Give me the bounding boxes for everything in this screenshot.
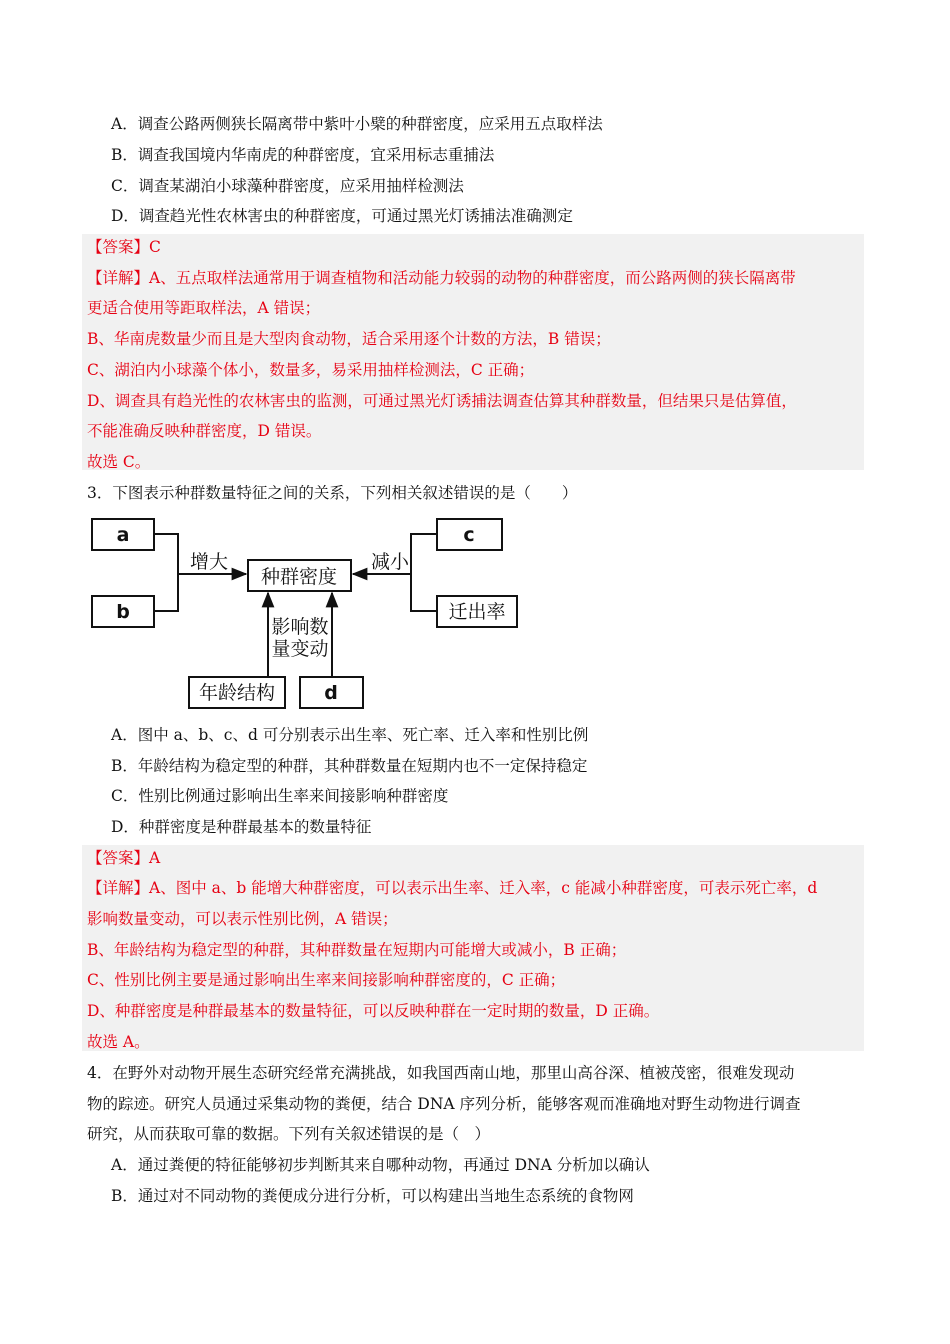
label-emigration: 迁出率 [448,601,506,623]
q2-answer: 【答案】C [87,238,161,256]
q3-stem: 3．下图表示种群数量特征之间的关系，下列相关叙述错误的是（ ） [87,484,578,502]
q4-stem-2: 物的踪迹。研究人员通过采集动物的粪便，结合 DNA 序列分析，能够客观而准确地对野生动物进行调查 [87,1095,801,1113]
label-influence-1: 影响数 [271,616,329,638]
label-decrease: 减小 [370,551,410,573]
q3-explanation-3: B、年龄结构为稳定型的种群，其种群数量在短期内可能增大或减小，B 正确； [87,941,627,959]
q2-option-c: C．调查某湖泊小球藻种群密度，应采用抽样检测法 [111,177,464,195]
q2-explanation-6: 不能准确反映种群密度，D 错误。 [87,422,322,440]
label-d: d [324,682,338,704]
q2-explanation-2: 更适合使用等距取样法，A 错误； [87,299,321,317]
q3-answer: 【答案】A [87,849,161,867]
q4-option-b: B．通过对不同动物的粪便成分进行分析，可以构建出当地生态系统的食物网 [111,1187,634,1205]
q2-option-b: B．调查我国境内华南虎的种群密度，宜采用标志重捕法 [111,146,495,164]
label-a: a [116,524,130,546]
left-bracket [154,534,178,611]
q3-explanation-4: C、性别比例主要是通过影响出生率来间接影响种群密度的，C 正确； [87,971,566,989]
population-relationship-diagram [88,512,528,712]
q2-explanation-5: D、调查具有趋光性的农林害虫的监测，可通过黑光灯诱捕法调查估算其种群数量，但结果只是估算值， [87,392,797,410]
label-center: 种群密度 [260,566,338,588]
q3-option-a: A．图中 a、b、c、d 可分别表示出生率、死亡率、迁入率和性别比例 [111,726,589,744]
q2-explanation-1: 【详解】A、五点取样法通常用于调查植物和活动能力较弱的动物的种群密度，而公路两侧的狭长隔离带 [87,269,796,287]
label-c: c [463,524,475,546]
label-age: 年龄结构 [198,682,276,704]
q2-option-d: D．调查趋光性农林害虫的种群密度，可通过黑光灯诱捕法准确测定 [111,207,573,225]
q3-option-c: C．性别比例通过影响出生率来间接影响种群密度 [111,787,449,805]
right-bracket [411,534,437,611]
q3-explanation-1: 【详解】A、图中 a、b 能增大种群密度，可以表示出生率、迁入率，c 能减小种群密度，可表示死亡率，d [87,879,818,897]
q2-explanation-3: B、华南虎数量少而且是大型肉食动物，适合采用逐个计数的方法，B 错误； [87,330,611,348]
q3-explanation-5: D、种群密度是种群最基本的数量特征，可以反映种群在一定时期的数量，D 正确。 [87,1002,660,1020]
label-increase: 增大 [189,551,229,573]
q3-option-d: D．种群密度是种群最基本的数量特征 [111,818,372,836]
q2-option-a: A．调查公路两侧狭长隔离带中紫叶小檗的种群密度，应采用五点取样法 [111,115,603,133]
q3-conclusion: 故选 A。 [87,1033,150,1051]
q3-explanation-2: 影响数量变动，可以表示性别比例，A 错误； [87,910,398,928]
q2-conclusion: 故选 C。 [87,453,151,471]
q3-option-b: B．年龄结构为稳定型的种群，其种群数量在短期内也不一定保持稳定 [111,757,588,775]
q2-explanation-4: C、湖泊内小球藻个体小，数量多，易采用抽样检测法，C 正确； [87,361,535,379]
q4-stem-1: 4．在野外对动物开展生态研究经常充满挑战，如我国西南山地，那里山高谷深、植被茂密，很难发现动 [87,1064,795,1082]
q4-option-a: A．通过粪便的特征能够初步判断其来自哪种动物，再通过 DNA 分析加以确认 [111,1156,650,1174]
label-b: b [116,601,130,623]
label-influence-2: 量变动 [271,638,329,660]
q4-stem-3: 研究，从而获取可靠的数据。下列有关叙述错误的是（ ） [87,1125,491,1143]
